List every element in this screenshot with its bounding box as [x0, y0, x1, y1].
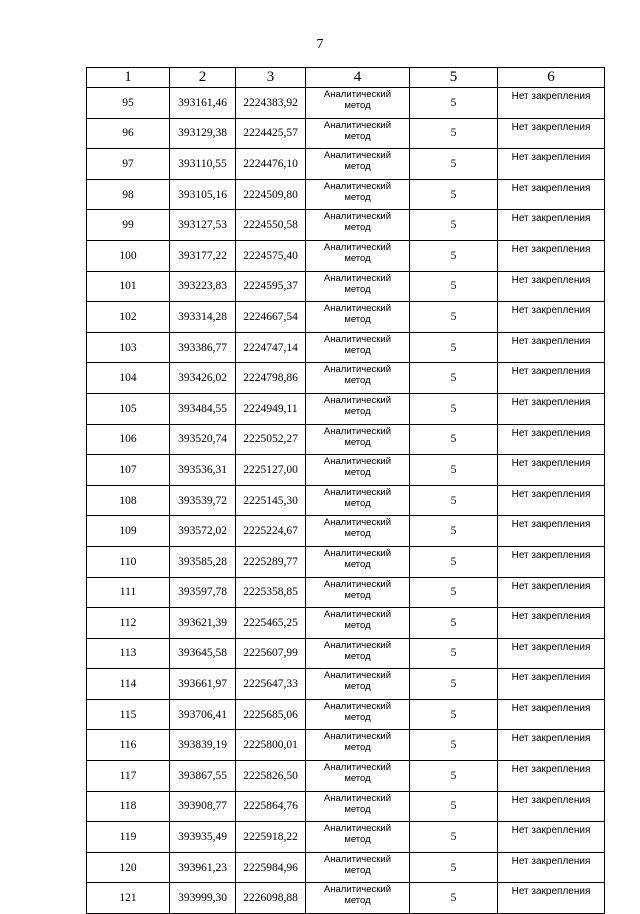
method-line-1: Аналитический: [323, 211, 392, 223]
coordinate-x: 393935,49: [170, 822, 236, 853]
accuracy-value: 5: [410, 332, 498, 363]
coordinate-x: 393105,16: [170, 179, 236, 210]
table-row: [87, 210, 605, 241]
coordinate-x: 393314,28: [170, 302, 236, 333]
method-line-2: метод: [344, 344, 371, 356]
fixation-description: Нет закрепления: [498, 240, 605, 271]
determination-method: [306, 516, 410, 547]
determination-method: [306, 761, 410, 792]
method-line-1: Аналитический: [323, 517, 392, 529]
accuracy-value: 5: [410, 699, 498, 730]
point-number: 101: [87, 271, 170, 302]
table-row: [87, 852, 605, 883]
coordinate-x: 393127,53: [170, 210, 236, 241]
point-number: 113: [87, 638, 170, 669]
method-line-1: Аналитический: [323, 456, 392, 468]
coordinate-y: 2224425,57: [236, 118, 306, 149]
point-number: 95: [87, 88, 170, 119]
fixation-description: Нет закрепления: [498, 332, 605, 363]
accuracy-value: 5: [410, 393, 498, 424]
determination-method: [306, 424, 410, 455]
fixation-description: Нет закрепления: [498, 302, 605, 333]
accuracy-value: 5: [410, 516, 498, 547]
table-row: [87, 393, 605, 424]
accuracy-value: 5: [410, 271, 498, 302]
table-row: [87, 179, 605, 210]
fixation-description: Нет закрепления: [498, 638, 605, 669]
method-line-1: Аналитический: [323, 486, 392, 498]
method-line-2: метод: [344, 711, 371, 723]
table-row: [87, 546, 605, 577]
method-line-2: метод: [344, 834, 371, 846]
determination-method: [306, 179, 410, 210]
accuracy-value: 5: [410, 485, 498, 516]
coordinate-y: 2225289,77: [236, 546, 306, 577]
method-line-2: метод: [344, 803, 371, 815]
point-number: 108: [87, 485, 170, 516]
coordinate-y: 2225052,27: [236, 424, 306, 455]
determination-method: [306, 393, 410, 424]
coordinate-y: 2224595,37: [236, 271, 306, 302]
determination-method: [306, 546, 410, 577]
point-number: 114: [87, 669, 170, 700]
table-row: [87, 791, 605, 822]
fixation-description: Нет закрепления: [498, 669, 605, 700]
column-header-5: 5: [410, 68, 498, 88]
accuracy-value: 5: [410, 149, 498, 180]
determination-method: [306, 730, 410, 761]
table-row: [87, 485, 605, 516]
coordinate-x: 393661,97: [170, 669, 236, 700]
method-line-2: метод: [344, 558, 371, 570]
point-number: 119: [87, 822, 170, 853]
method-line-2: метод: [344, 100, 371, 111]
coordinate-x: 393520,74: [170, 424, 236, 455]
table-row: [87, 302, 605, 333]
point-number: 100: [87, 240, 170, 271]
determination-method: [306, 883, 410, 914]
method-line-1: Аналитический: [323, 272, 392, 284]
determination-method: [306, 669, 410, 700]
accuracy-value: 5: [410, 852, 498, 883]
method-line-1: Аналитический: [323, 394, 392, 406]
table-row: [87, 271, 605, 302]
column-header-2: 2: [170, 68, 236, 88]
point-number: 106: [87, 424, 170, 455]
table-row: [87, 332, 605, 363]
method-line-1: Аналитический: [323, 119, 392, 131]
coordinate-y: 2226098,88: [236, 883, 306, 914]
page-number: 7: [316, 37, 324, 52]
coordinate-y: 2224747,14: [236, 332, 306, 363]
fixation-description: Нет закрепления: [498, 179, 605, 210]
accuracy-value: 5: [410, 179, 498, 210]
method-line-2: метод: [344, 864, 371, 876]
determination-method: [306, 240, 410, 271]
coordinate-x: 393867,55: [170, 761, 236, 792]
fixation-description: Нет закрепления: [498, 485, 605, 516]
method-line-1: Аналитический: [323, 364, 392, 376]
fixation-description: Нет закрепления: [498, 577, 605, 608]
accuracy-value: 5: [410, 363, 498, 394]
table-row: [87, 240, 605, 271]
determination-method: [306, 118, 410, 149]
determination-method: [306, 608, 410, 639]
determination-method: [306, 271, 410, 302]
coordinate-x: 393645,58: [170, 638, 236, 669]
method-line-1: Аналитический: [323, 547, 392, 559]
coordinate-y: 2225224,67: [236, 516, 306, 547]
method-line-2: метод: [344, 650, 371, 662]
method-line-2: метод: [344, 405, 371, 417]
method-line-1: Аналитический: [323, 578, 392, 590]
coordinate-x: 393706,41: [170, 699, 236, 730]
column-header-1: 1: [87, 68, 170, 88]
fixation-description: Нет закрепления: [498, 761, 605, 792]
coordinate-y: 2225465,25: [236, 608, 306, 639]
coordinate-x: 393539,72: [170, 485, 236, 516]
coordinate-x: 393572,02: [170, 516, 236, 547]
method-line-2: метод: [344, 191, 371, 203]
determination-method: [306, 822, 410, 853]
coordinate-y: 2225864,76: [236, 791, 306, 822]
method-line-2: метод: [344, 130, 371, 142]
fixation-description: Нет закрепления: [498, 118, 605, 149]
coordinate-x: 393161,46: [170, 88, 236, 119]
coordinate-y: 2225607,99: [236, 638, 306, 669]
accuracy-value: 5: [410, 761, 498, 792]
point-number: 107: [87, 455, 170, 486]
accuracy-value: 5: [410, 730, 498, 761]
method-line-2: метод: [344, 436, 371, 448]
fixation-description: Нет закрепления: [498, 608, 605, 639]
fixation-description: Нет закрепления: [498, 730, 605, 761]
fixation-description: Нет закрепления: [498, 699, 605, 730]
coordinate-x: 393386,77: [170, 332, 236, 363]
method-line-2: метод: [344, 895, 371, 907]
coordinates-table: [86, 67, 605, 914]
point-number: 98: [87, 179, 170, 210]
accuracy-value: 5: [410, 455, 498, 486]
coordinate-y: 2224550,58: [236, 210, 306, 241]
method-line-1: Аналитический: [323, 89, 392, 100]
table-row: [87, 730, 605, 761]
method-line-2: метод: [344, 252, 371, 264]
fixation-description: Нет закрепления: [498, 516, 605, 547]
determination-method: [306, 302, 410, 333]
point-number: 112: [87, 608, 170, 639]
fixation-description: Нет закрепления: [498, 88, 605, 119]
column-header-6: 6: [498, 68, 605, 88]
coordinate-x: 393426,02: [170, 363, 236, 394]
coordinate-y: 2225918,22: [236, 822, 306, 853]
table-row: [87, 118, 605, 149]
coordinate-x: 393961,23: [170, 852, 236, 883]
method-line-1: Аналитический: [323, 639, 392, 651]
point-number: 109: [87, 516, 170, 547]
accuracy-value: 5: [410, 638, 498, 669]
accuracy-value: 5: [410, 546, 498, 577]
fixation-description: Нет закрепления: [498, 210, 605, 241]
point-number: 96: [87, 118, 170, 149]
table-row: [87, 822, 605, 853]
fixation-description: Нет закрепления: [498, 883, 605, 914]
method-line-1: Аналитический: [323, 792, 392, 804]
method-line-1: Аналитический: [323, 180, 392, 192]
point-number: 117: [87, 761, 170, 792]
accuracy-value: 5: [410, 302, 498, 333]
determination-method: [306, 363, 410, 394]
point-number: 102: [87, 302, 170, 333]
point-number: 121: [87, 883, 170, 914]
method-line-1: Аналитический: [323, 700, 392, 712]
determination-method: [306, 699, 410, 730]
determination-method: [306, 791, 410, 822]
method-line-1: Аналитический: [323, 150, 392, 162]
method-line-2: метод: [344, 161, 371, 173]
method-line-1: Аналитический: [323, 303, 392, 315]
point-number: 104: [87, 363, 170, 394]
method-line-1: Аналитический: [323, 853, 392, 865]
accuracy-value: 5: [410, 88, 498, 119]
table-row: [87, 88, 605, 119]
fixation-description: Нет закрепления: [498, 852, 605, 883]
table-row: [87, 424, 605, 455]
accuracy-value: 5: [410, 791, 498, 822]
accuracy-value: 5: [410, 608, 498, 639]
method-line-1: Аналитический: [323, 425, 392, 437]
accuracy-value: 5: [410, 577, 498, 608]
accuracy-value: 5: [410, 822, 498, 853]
point-number: 110: [87, 546, 170, 577]
point-number: 118: [87, 791, 170, 822]
coordinate-x: 393597,78: [170, 577, 236, 608]
accuracy-value: 5: [410, 669, 498, 700]
table-row: [87, 883, 605, 914]
determination-method: [306, 210, 410, 241]
coordinate-y: 2225826,50: [236, 761, 306, 792]
coordinate-y: 2225358,85: [236, 577, 306, 608]
determination-method: [306, 332, 410, 363]
method-line-2: метод: [344, 467, 371, 479]
method-line-2: метод: [344, 314, 371, 326]
method-line-2: метод: [344, 528, 371, 540]
table-row: [87, 638, 605, 669]
point-number: 120: [87, 852, 170, 883]
coordinate-x: 393621,39: [170, 608, 236, 639]
coordinate-x: 393223,83: [170, 271, 236, 302]
point-number: 111: [87, 577, 170, 608]
point-number: 99: [87, 210, 170, 241]
fixation-description: Нет закрепления: [498, 149, 605, 180]
coordinate-x: 393999,30: [170, 883, 236, 914]
coordinate-x: 393484,55: [170, 393, 236, 424]
method-line-2: метод: [344, 222, 371, 234]
accuracy-value: 5: [410, 210, 498, 241]
determination-method: [306, 638, 410, 669]
table-row: [87, 699, 605, 730]
accuracy-value: 5: [410, 883, 498, 914]
method-line-2: метод: [344, 589, 371, 601]
coordinate-y: 2225800,01: [236, 730, 306, 761]
coordinate-y: 2224575,40: [236, 240, 306, 271]
coordinate-y: 2225984,96: [236, 852, 306, 883]
method-line-2: метод: [344, 681, 371, 693]
coordinate-y: 2224667,54: [236, 302, 306, 333]
fixation-description: Нет закрепления: [498, 424, 605, 455]
coordinate-y: 2225145,30: [236, 485, 306, 516]
table-row: [87, 669, 605, 700]
coordinate-y: 2225685,06: [236, 699, 306, 730]
fixation-description: Нет закрепления: [498, 791, 605, 822]
table-row: [87, 577, 605, 608]
table-row: [87, 516, 605, 547]
method-line-1: Аналитический: [323, 884, 392, 896]
coordinate-x: 393177,22: [170, 240, 236, 271]
coordinate-y: 2225127,00: [236, 455, 306, 486]
fixation-description: Нет закрепления: [498, 271, 605, 302]
determination-method: [306, 455, 410, 486]
fixation-description: Нет закрепления: [498, 393, 605, 424]
method-line-1: Аналитический: [323, 670, 392, 682]
header-row: [87, 68, 605, 88]
method-line-2: метод: [344, 497, 371, 509]
method-line-2: метод: [344, 375, 371, 387]
coordinate-y: 2224798,86: [236, 363, 306, 394]
accuracy-value: 5: [410, 240, 498, 271]
method-line-2: метод: [344, 742, 371, 754]
determination-method: [306, 485, 410, 516]
coordinate-y: 2225647,33: [236, 669, 306, 700]
coordinate-x: 393110,55: [170, 149, 236, 180]
table-body: [87, 88, 605, 914]
method-line-1: Аналитический: [323, 762, 392, 774]
method-line-2: метод: [344, 283, 371, 295]
coordinate-x: 393585,28: [170, 546, 236, 577]
point-number: 105: [87, 393, 170, 424]
point-number: 115: [87, 699, 170, 730]
method-line-1: Аналитический: [323, 823, 392, 835]
fixation-description: Нет закрепления: [498, 822, 605, 853]
fixation-description: Нет закрепления: [498, 455, 605, 486]
coordinate-x: 393839,19: [170, 730, 236, 761]
accuracy-value: 5: [410, 118, 498, 149]
coordinate-x: 393908,77: [170, 791, 236, 822]
coordinate-y: 2224476,10: [236, 149, 306, 180]
determination-method: [306, 852, 410, 883]
coordinate-y: 2224509,80: [236, 179, 306, 210]
coordinate-x: 393536,31: [170, 455, 236, 486]
table-row: [87, 363, 605, 394]
fixation-description: Нет закрепления: [498, 363, 605, 394]
fixation-description: Нет закрепления: [498, 546, 605, 577]
accuracy-value: 5: [410, 424, 498, 455]
method-line-2: метод: [344, 773, 371, 785]
table-row: [87, 608, 605, 639]
column-header-4: 4: [306, 68, 410, 88]
table-row: [87, 149, 605, 180]
coordinate-y: 2224949,11: [236, 393, 306, 424]
method-line-1: Аналитический: [323, 731, 392, 743]
table-row: [87, 761, 605, 792]
determination-method: [306, 88, 410, 119]
method-line-2: метод: [344, 620, 371, 632]
determination-method: [306, 577, 410, 608]
coordinate-x: 393129,38: [170, 118, 236, 149]
point-number: 103: [87, 332, 170, 363]
point-number: 97: [87, 149, 170, 180]
table-header: [87, 68, 605, 88]
column-header-3: 3: [236, 68, 306, 88]
method-line-1: Аналитический: [323, 333, 392, 345]
method-line-1: Аналитический: [323, 609, 392, 621]
point-number: 116: [87, 730, 170, 761]
determination-method: [306, 149, 410, 180]
method-line-1: Аналитический: [323, 241, 392, 253]
table-row: [87, 455, 605, 486]
coordinate-y: 2224383,92: [236, 88, 306, 119]
